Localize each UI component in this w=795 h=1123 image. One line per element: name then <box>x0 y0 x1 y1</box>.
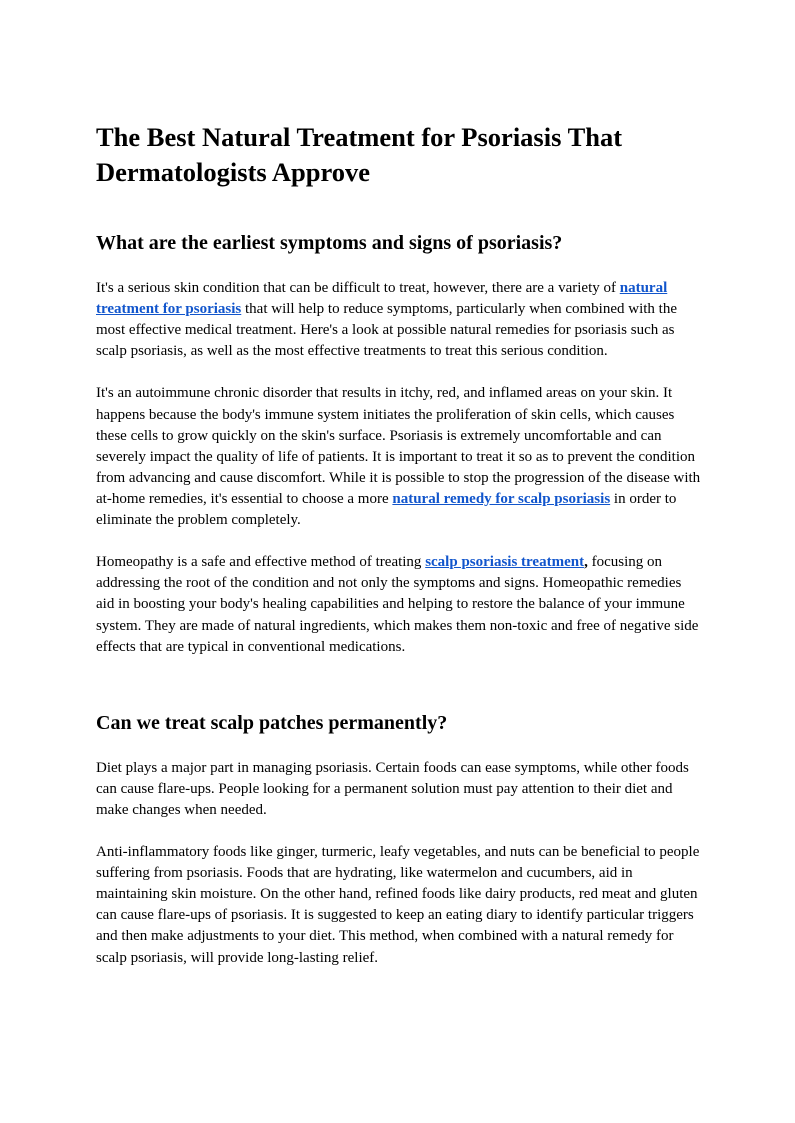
paragraph-text: It's an autoimmune chronic disorder that results in itchy, red, and inflamed areas on your skin. It happens because the body's immune system initiates the proliferation of skin cells, which causes these cells to grow quickly on the skin's surface. Psoriasis is extremely uncomfortable and can severely impact the quality of life of patients. It is important to treat it so as to prevent the condition from advancing and cause discomfort. While it is possible to stop the progression of the disease with at-home remedies, it's essential to choose a more <box>96 385 701 507</box>
paragraph-homeopathy <box>96 552 701 657</box>
paragraph-anti-inflammatory: Anti-inflammatory foods like ginger, turmeric, leafy vegetables, and nuts can be beneficial to people suffering from psoriasis. Foods that are hydrating, like watermelon and cucumbers, aid in maintaining skin moisture. On the other hand, refined foods like dairy products, red meat and gluten can cause flare-ups of psoriasis. It is suggested to keep an eating diary to identify particular triggers and then make adjustments to your diet. This method, when combined with a natural remedy for scalp psoriasis, will provide long-lasting relief. <box>96 844 700 966</box>
link-natural-remedy-for-scalp-psoriasis[interactable]: natural remedy for scalp psoriasis <box>392 490 611 507</box>
paragraph-comma: , <box>584 554 588 571</box>
paragraph-diet: Diet plays a major part in managing psoriasis. Certain foods can ease symptoms, while other foods can cause flare-ups. People looking for a permanent solution must pay attention to their diet and make changes when needed. <box>96 759 689 818</box>
paragraph-autoimmune <box>96 383 701 531</box>
paragraph-intro <box>96 278 701 362</box>
paragraph-text: It's a serious skin condition that can be difficult to treat, however, there are a variety of <box>96 280 620 296</box>
section-heading-scalp-patches: Can we treat scalp patches permanently? <box>96 711 448 734</box>
paragraph-text: in order to eliminate the problem completely. <box>96 490 677 529</box>
page-title: The Best Natural Treatment for Psoriasis That Dermatologists Approve <box>96 122 623 187</box>
section-heading-symptoms: What are the earliest symptoms and signs of psoriasis? <box>96 232 563 254</box>
paragraph-text: Homeopathy is a safe and effective method of treating <box>96 554 426 571</box>
document-page <box>96 120 701 990</box>
paragraph-text: that will help to reduce symptoms, particularly when combined with the most effective medical treatment. Here's a look at possible natural remedies for psoriasis such as scalp psoriasis, as well as the most effective treatments to treat this serious condition. <box>96 301 677 360</box>
paragraph-text: focusing on addressing the root of the condition and not only the symptoms and signs. Homeopathic remedies aid in boosting your body's healing capabilities and helping to restore the balance of your immune system. They are made of natural ingredients, which makes them non-toxic and free of negative side effects that are typical in conventional medications. <box>96 554 699 655</box>
link-natural-treatment-for-psoriasis[interactable]: natural treatment for psoriasis <box>96 280 668 318</box>
link-scalp-psoriasis-treatment[interactable]: scalp psoriasis treatment <box>425 554 585 571</box>
